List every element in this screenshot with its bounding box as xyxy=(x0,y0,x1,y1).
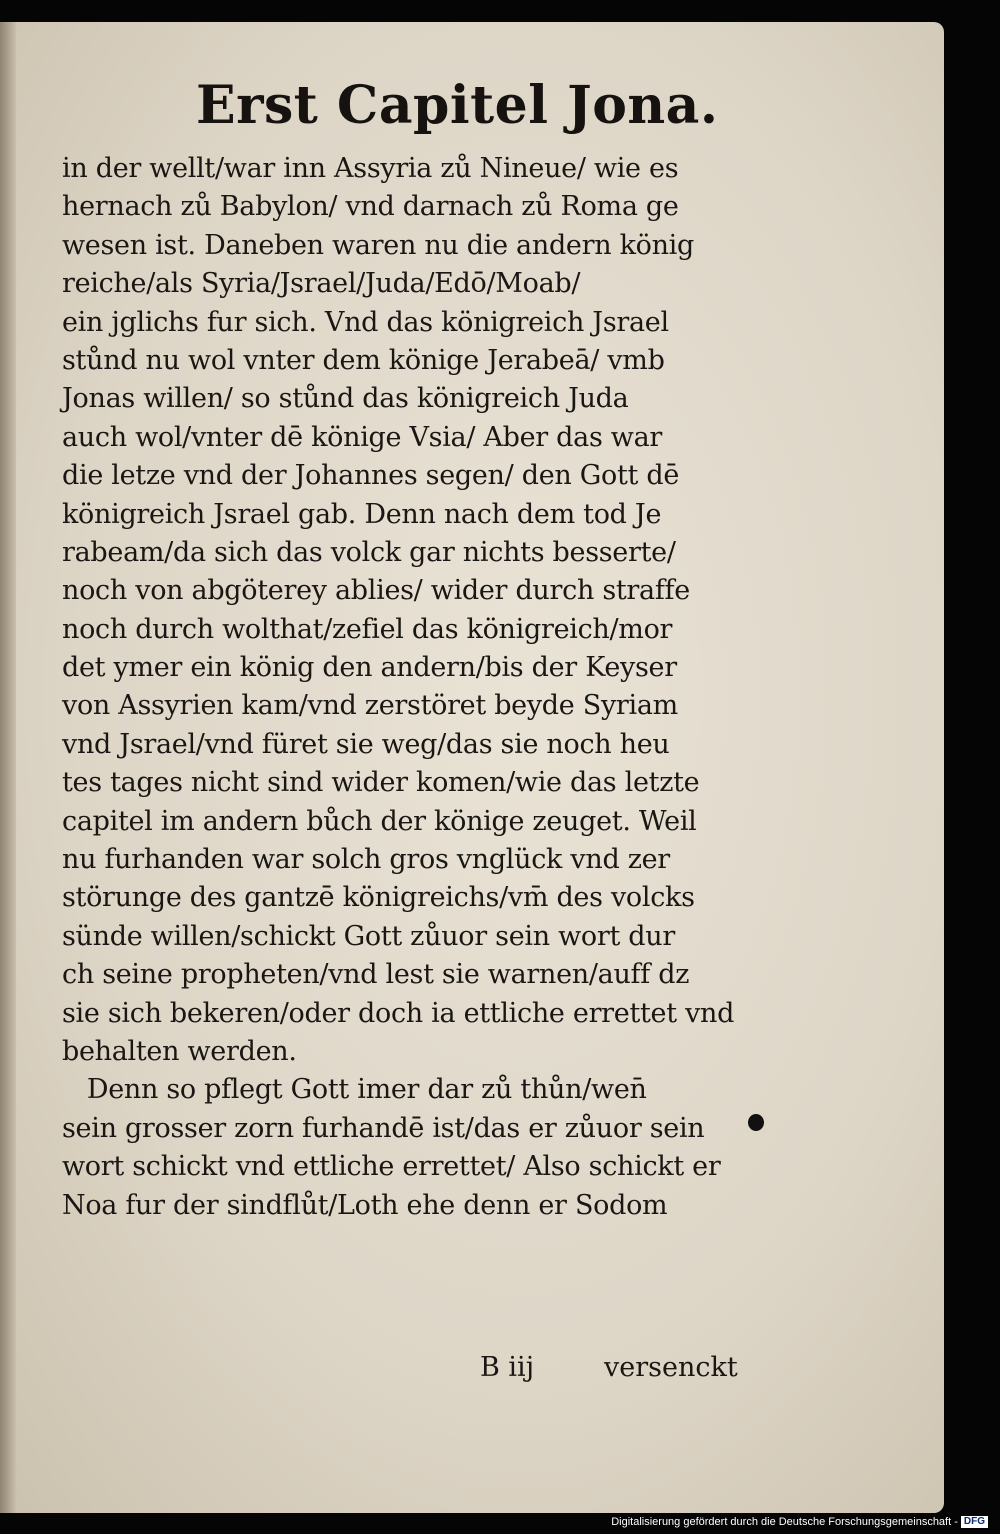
text-line: die letze vnd der Johannes segen/ den Gott dē xyxy=(62,460,680,492)
credit-text: Digitalisierung gefördert durch die Deutsche Forschungsgemeinschaft - xyxy=(611,1515,958,1528)
text-line: noch durch wolthat/zefiel das königreich/mor xyxy=(62,613,673,645)
text-line: det ymer ein könig den andern/bis der Keyser xyxy=(62,652,677,684)
text-line: sein grosser zorn furhandē ist/das er zůuor sein xyxy=(62,1112,705,1144)
catchword: versenckt xyxy=(604,1352,738,1383)
chapter-heading: Erst Capitel Jona. xyxy=(196,75,719,136)
text-line: noch von abgöterey ablies/ wider durch straffe xyxy=(62,575,690,607)
text-line: nu furhanden war solch gros vnglück vnd zer xyxy=(62,844,670,876)
body-text xyxy=(62,150,742,1383)
text-line: rabeam/da sich das volck gar nichts besserte/ xyxy=(62,536,676,568)
text-line: sie sich bekeren/oder doch ia ettliche errettet vnd xyxy=(62,997,735,1029)
text-line: hernach zů Babylon/ vnd darnach zů Roma ge xyxy=(62,191,679,223)
text-line: wort schickt vnd ettliche errettet/ Also schickt er xyxy=(62,1151,721,1183)
text-line: in der wellt/war inn Assyria zů Nineue/ wie es xyxy=(62,153,679,184)
page-gutter xyxy=(0,22,16,1513)
text-line: tes tages nicht sind wider komen/wie das letzte xyxy=(62,767,700,799)
dfg-logo: DFG xyxy=(961,1516,988,1528)
ink-dot-mark xyxy=(748,1114,764,1131)
text-line: von Assyrien kam/vnd zerstöret beyde Syriam xyxy=(62,690,678,722)
text-line: reiche/als Syria/Jsrael/Juda/Edō/Moab/ xyxy=(62,268,581,300)
text-line: wesen ist. Daneben waren nu die andern könig xyxy=(62,229,695,261)
text-line: sünde willen/schickt Gott zůuor sein wort dur xyxy=(62,920,675,952)
text-line: Denn so pflegt Gott imer dar zů thůn/wen̄ xyxy=(62,1074,647,1106)
text-line: vnd Jsrael/vnd füret sie weg/das sie noch heu xyxy=(62,728,670,760)
text-line: behalten werden. xyxy=(62,1035,297,1067)
page-footer-line xyxy=(62,1348,742,1388)
text-line: ein jglichs fur sich. Vnd das königreich Jsrael xyxy=(62,306,669,338)
digitization-credit xyxy=(611,1516,988,1528)
text-line: capitel im andern bůch der könige zeuget. Weil xyxy=(62,805,697,837)
signature-mark: B iij xyxy=(480,1352,535,1383)
text-line: Jonas willen/ so stůnd das königreich Juda xyxy=(62,383,629,415)
text-line: stůnd nu wol vnter dem könige Jerabeā/ vmb xyxy=(62,344,665,376)
text-line: königreich Jsrael gab. Denn nach dem tod Je xyxy=(62,498,662,530)
text-line: auch wol/vnter dē könige Vsia/ Aber das war xyxy=(62,421,663,453)
text-line: ch seine propheten/vnd lest sie warnen/auff dz xyxy=(62,959,690,991)
text-line: Noa fur der sindflůt/Loth ehe denn er Sodom xyxy=(62,1189,668,1221)
text-line: störunge des gantzē königreichs/vm̄ des volcks xyxy=(62,882,695,914)
